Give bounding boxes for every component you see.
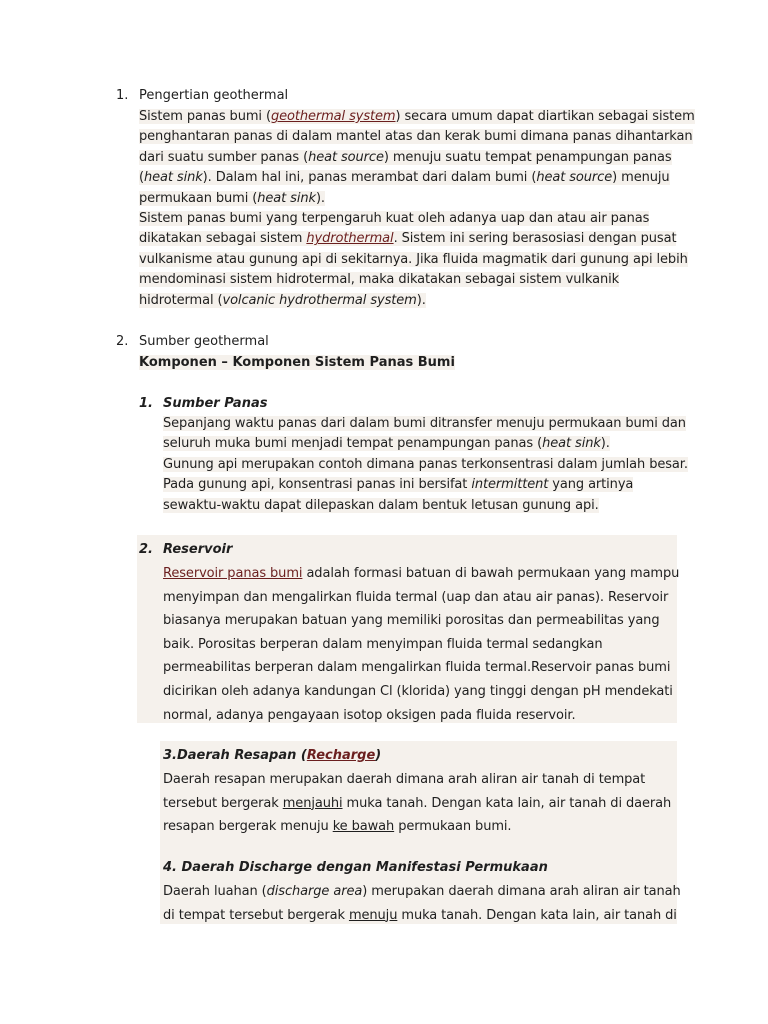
- paragraph: Sistem panas bumi (geothermal system) secara umum dapat diartikan sebagai sistem penghantaran panas di dalam mantel atas dan kerak bumi dimana panas dihantarkan dari suatu sumber panas (heat source) menuju suatu tempat penampungan panas (heat sink). Dalam hal ini, panas merambat dari dalam bumi (heat source) menuju permukaan bumi (heat sink). Sistem panas bumi yang terpengaruh kuat oleh adanya uap dan atau air panas dikatakan sebagai sistem hydrothermal. Sistem ini sering berasosiasi dengan pusat vulkanisme atau gunung api di sekitarnya. Jika fluida magmatik dari gunung api lebih mendominasi sistem hidrotermal, maka dikatakan sebagai sistem vulkanik hidrotermal (volcanic hydrothermal system).: [139, 109, 695, 308]
- section-number: 2.: [116, 334, 129, 349]
- paragraph: Sepanjang waktu panas dari dalam bumi ditransfer menuju permukaan bumi dan seluruh muka bumi menjadi tempat penampungan panas (heat sink). Gunung api merupakan contoh dimana panas terkonsentrasi dalam jumlah besar. Pada gunung api, konsentrasi panas ini bersifat intermittent yang artinya sewaktu-waktu dapat dilepaskan dalam bentuk letusan gunung api.: [163, 416, 688, 513]
- item-number: 1.: [139, 396, 153, 411]
- paragraph: Reservoir panas bumi adalah formasi batuan di bawah permukaan yang mampu menyimpan dan mengalirkan fluida termal (uap dan atau air panas). Reservoir biasanya merupakan batuan yang memiliki porositas dan permeabilitas yang baik. Porositas berperan dalam menyimpan fluida termal sedangkan permeabilitas berperan dalam mengalirkan fluida termal.Reservoir panas bumi dicirikan oleh adanya kandungan Cl (klorida) yang tinggi dengan pH mendekati normal, adanya pengayaan isotop oksigen pada fluida reservoir.: [163, 566, 680, 723]
- item-title: 3.Daerah Resapan (Recharge): [163, 748, 382, 763]
- section-title: Pengertian geothermal: [139, 88, 289, 103]
- paragraph: Daerah resapan merupakan daerah dimana arah aliran air tanah di tempat tersebut bergerak menjauhi muka tanah. Dengan kata lain, air tanah di daerah resapan bergerak menuju ke bawah permukaan bumi.: [163, 772, 672, 835]
- item-title: Reservoir: [163, 542, 233, 557]
- section-title: Sumber geothermal: [139, 334, 269, 349]
- recharge-link[interactable]: Recharge: [306, 748, 376, 763]
- geothermal-system-link[interactable]: geothermal system: [270, 109, 396, 124]
- section-subtitle: Komponen – Komponen Sistem Panas Bumi: [139, 355, 455, 370]
- reservoir-panas-bumi-link[interactable]: Reservoir panas bumi: [163, 566, 303, 581]
- item-title: 4. Daerah Discharge dengan Manifestasi Permukaan: [163, 860, 548, 875]
- hydrothermal-link[interactable]: hydrothermal: [306, 231, 394, 247]
- section-number: 1.: [116, 88, 129, 103]
- paragraph: Daerah luahan (discharge area) merupakan daerah dimana arah aliran air tanah di tempat tersebut bergerak menuju muka tanah. Dengan kata lain, air tanah di: [163, 884, 681, 923]
- item-number: 2.: [139, 542, 153, 557]
- item-title: Sumber Panas: [163, 396, 268, 411]
